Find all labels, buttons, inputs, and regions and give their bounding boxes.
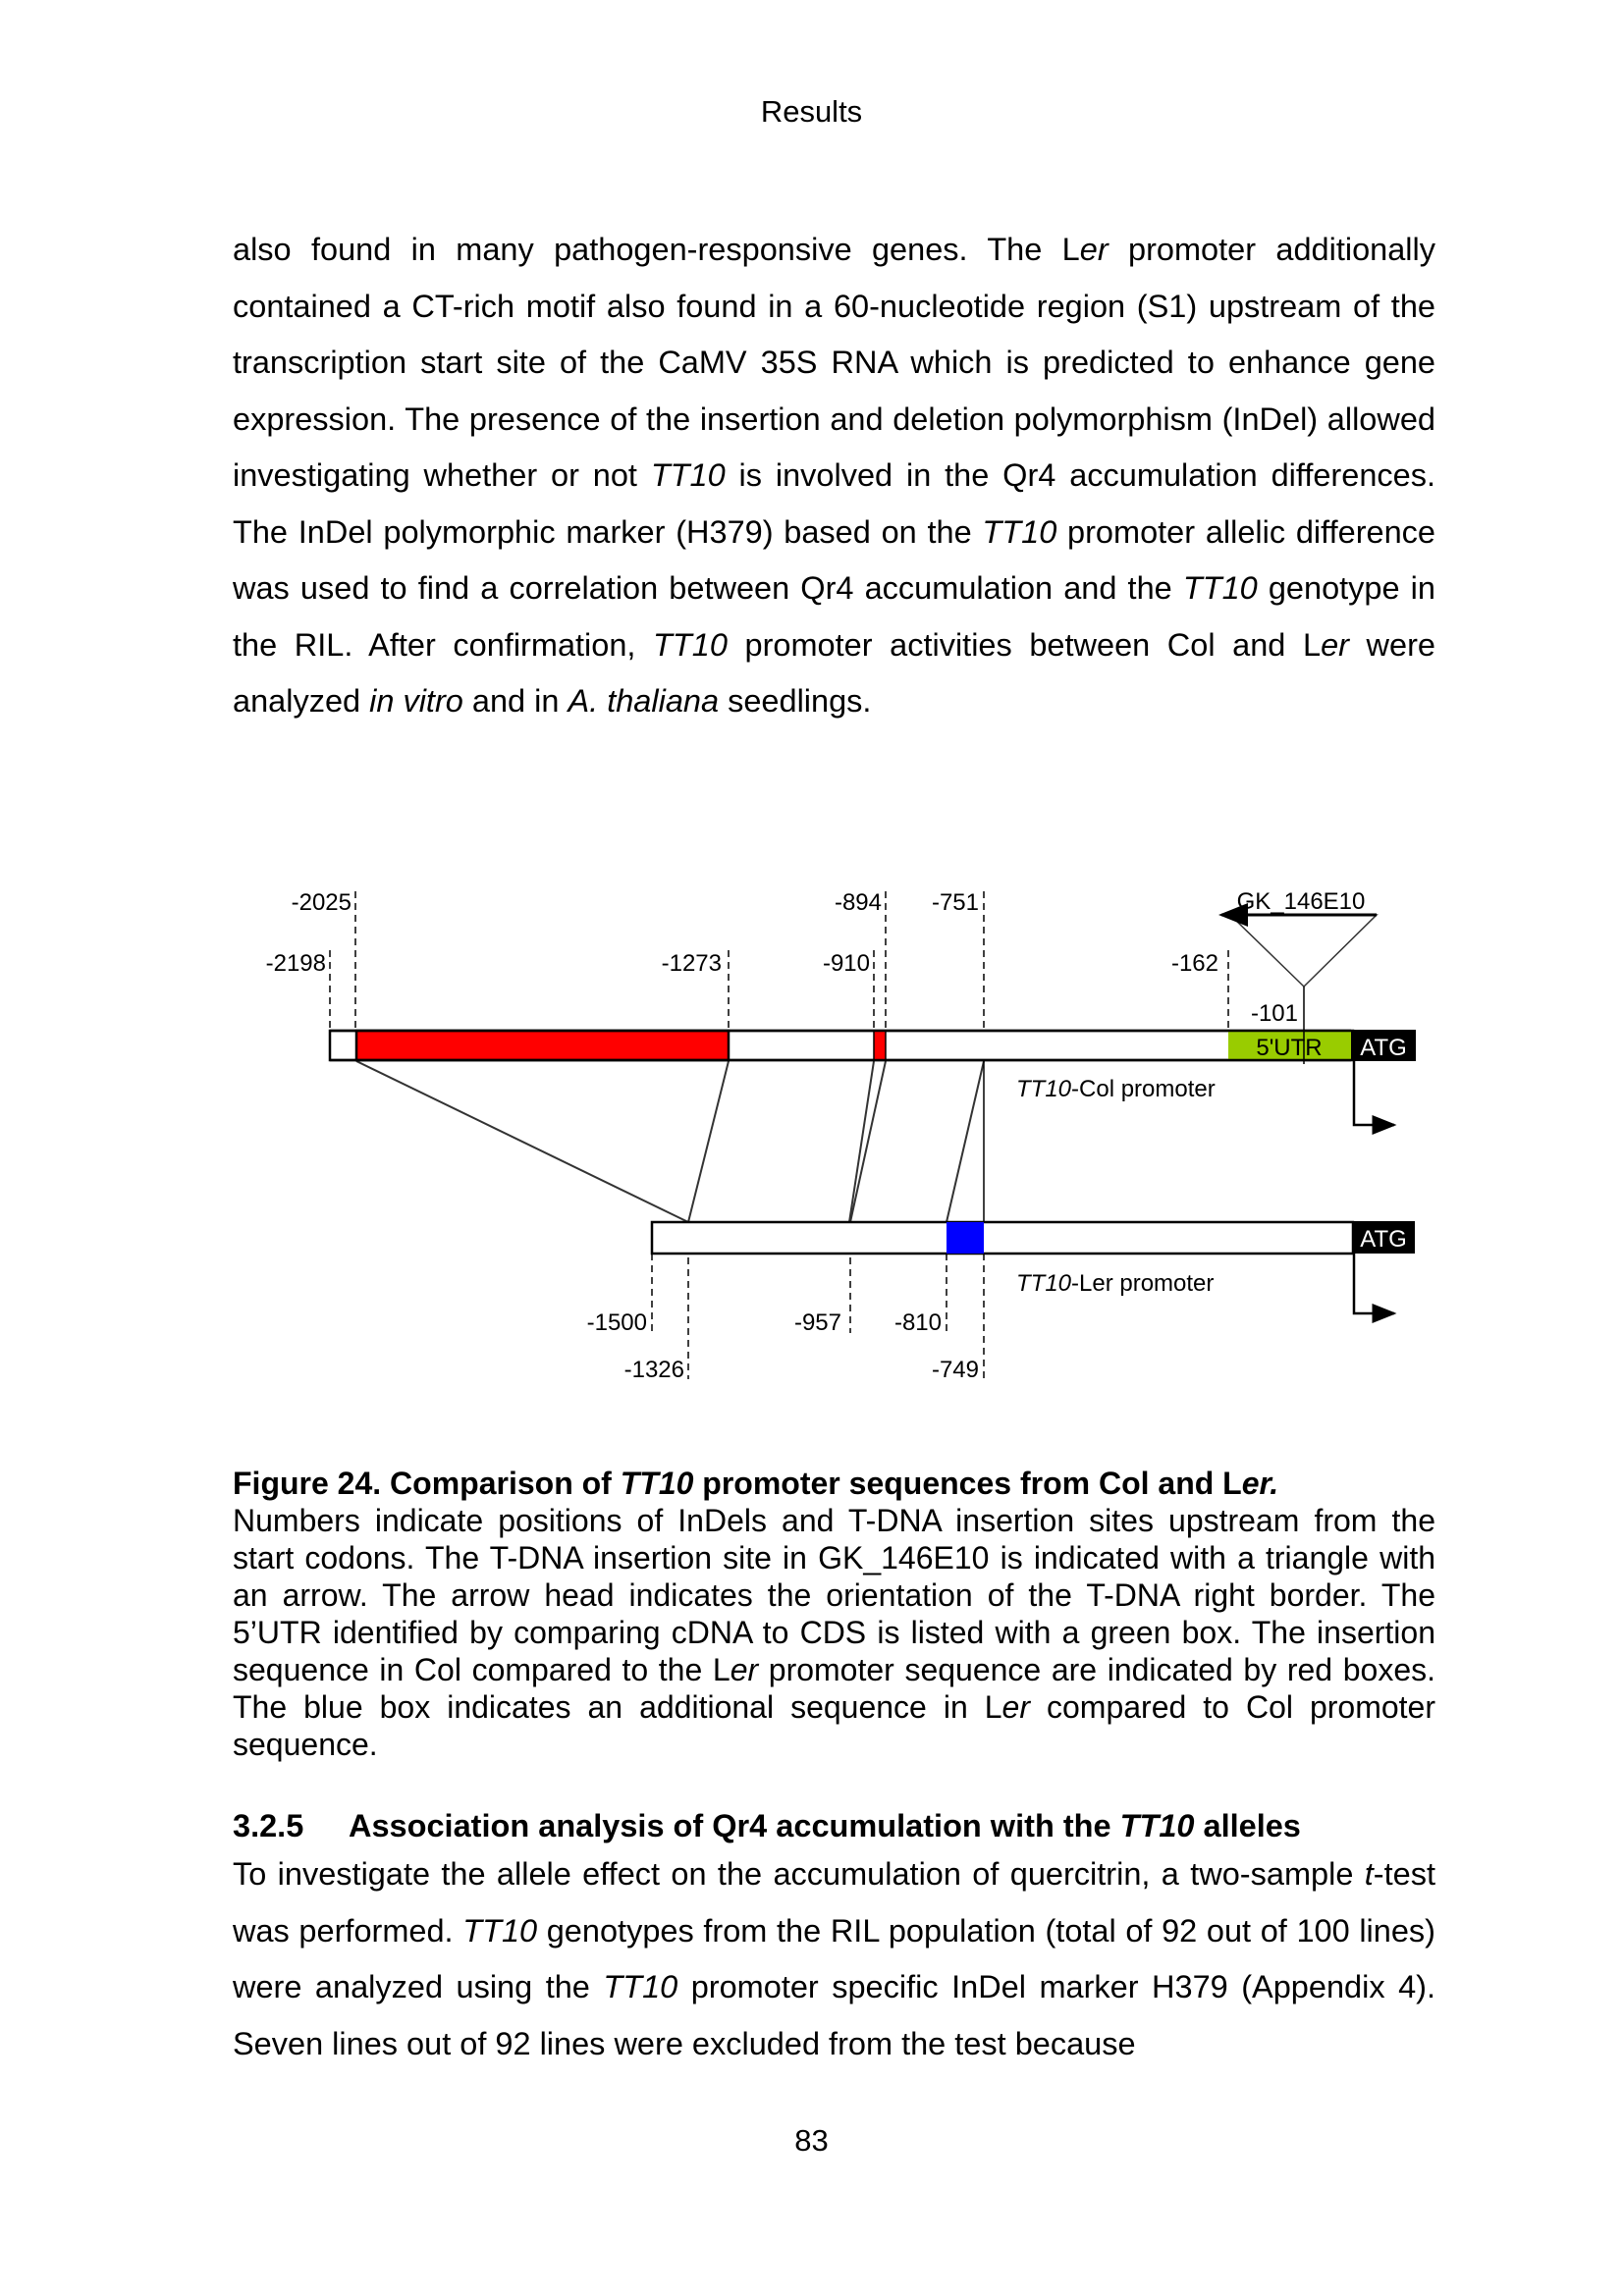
col-insertion-box-2 <box>874 1031 886 1060</box>
pos-label: -2198 <box>265 950 326 977</box>
text-run: Association analysis of Qr4 accumulation with the <box>349 1808 1120 1843</box>
italic-run: er. <box>1241 1466 1279 1501</box>
italic-run: TT10 <box>650 457 726 493</box>
connector-910-to-957 <box>849 1061 874 1222</box>
ler-bar-outline <box>652 1222 1353 1254</box>
running-header: Results <box>760 94 863 129</box>
caption-body <box>233 1503 1435 1762</box>
text-run: promoter sequences from Col and L <box>693 1466 1242 1501</box>
italic-run: TT10 <box>1119 1808 1195 1843</box>
section-number: 3.2.5 <box>233 1808 304 1843</box>
text-run: genotype in the RIL. After confirmation, <box>233 570 1435 663</box>
pos-label: -1273 <box>661 950 722 977</box>
text-run: alleles <box>1194 1808 1301 1843</box>
connector-751-to-810 <box>947 1061 984 1222</box>
position-guides <box>330 891 1228 1379</box>
text-run: Numbers indicate positions of InDels and T-DNA insertion sites upstream from the start codons. The T-DNA insertion site in GK_146E10 is indicated with a triangle with an arrow. The arrow head indicates the orientation of the T-DNA right border. The 5’UTR identified by comparing cDNA to CDS is listed with a green box. The insertion sequence in Col compared to the L <box>233 1503 1435 1687</box>
text-run: also found in many pathogen-responsive genes. The L <box>233 232 1080 267</box>
col-transcription-arrow <box>1354 1061 1394 1125</box>
page-number: 83 <box>794 2123 829 2158</box>
position-labels <box>266 889 1298 1383</box>
connector-1273-to-1326 <box>688 1061 729 1222</box>
italic-run: TT10 <box>1182 570 1258 606</box>
italic-run: er <box>1079 232 1109 267</box>
text-run: promoter allelic difference was used to find a correlation between Qr4 accumulation and the <box>233 513 1435 606</box>
text-run: genotypes from the RIL population (total of 92 out of 100 lines) were analyzed using the <box>233 1912 1435 2004</box>
pos-label: -749 <box>931 1357 979 1383</box>
pos-label: -910 <box>822 950 870 977</box>
pos-label: -751 <box>931 889 979 916</box>
text-run: seedlings. <box>719 683 872 719</box>
tdna-triangle <box>1230 915 1377 987</box>
connector-2025-to-1326 <box>356 1061 688 1222</box>
pos-label: -2025 <box>291 889 352 916</box>
connector-894-to-957 <box>850 1061 886 1222</box>
text-run: promoter specific InDel marker H379 (Appendix 4). Seven lines out of 92 lines were excluded from the test because <box>233 1969 1435 2061</box>
tdna-label: GK_146E10 <box>1236 888 1366 915</box>
figure-caption <box>233 1465 1435 1763</box>
italic-run: TT10 <box>653 626 728 663</box>
col-insertion-box-1 <box>356 1031 729 1060</box>
paragraph-association <box>233 1846 1435 2072</box>
pos-label: -1326 <box>623 1357 684 1383</box>
text-run: and in <box>462 683 568 719</box>
ler-promoter-label: TT10-Ler promoter <box>1016 1270 1215 1297</box>
text-run: promoter additionally contained a CT-rich motif also found in a 60-nucleotide region (S1) upstream of the transcription start site of the CaMV 35S RNA which is predicted to enhance gene expression. The presence of the insertion and deletion polymorphism (InDel) allowed investigating whether or not <box>233 232 1436 493</box>
text-run: promoter activities between Col and L <box>727 626 1322 663</box>
italic-run: t <box>1364 1856 1374 1892</box>
col-promoter-bar <box>330 1030 1416 1125</box>
italic-run: TT10 <box>603 1969 678 2004</box>
italic-run: A. thaliana <box>568 683 720 719</box>
col-5utr-label: 5'UTR <box>1256 1035 1323 1061</box>
pos-label: -162 <box>1170 950 1218 977</box>
italic-run: TT10 <box>982 513 1057 550</box>
italic-run: TT10 <box>462 1912 538 1949</box>
text-run: promoter sequence are indicated by red boxes. The blue box indicates an additional sequence in L <box>233 1652 1436 1725</box>
ler-atg-label: ATG <box>1360 1226 1407 1253</box>
pos-label: -810 <box>893 1309 942 1336</box>
text-run: To investigate the allele effect on the accumulation of quercitrin, a two-sample <box>233 1856 1365 1892</box>
section-heading <box>233 1808 1435 1844</box>
ler-promoter-bar <box>652 1221 1415 1313</box>
ler-transcription-arrow <box>1354 1254 1394 1313</box>
text-run: were analyzed <box>233 626 1436 719</box>
pos-label: -894 <box>834 889 882 916</box>
italic-run: er <box>1001 1689 1030 1725</box>
pos-label: -1500 <box>586 1309 647 1336</box>
italic-run: er <box>1321 626 1349 663</box>
italic-run: TT10 <box>620 1466 694 1501</box>
alignment-connectors <box>356 1061 984 1222</box>
caption-title <box>233 1465 1435 1502</box>
col-promoter-label: TT10-Col promoter <box>1016 1076 1216 1102</box>
text-run: -test was performed. <box>233 1856 1435 1949</box>
text-run: is involved in the Qr4 accumulation differences. The InDel polymorphic marker (H379) based on the <box>233 457 1435 550</box>
pos-label: -101 <box>1250 1000 1298 1027</box>
ler-insertion-box <box>947 1222 984 1254</box>
pos-label: -957 <box>793 1309 841 1336</box>
italic-run: er <box>730 1652 759 1687</box>
italic-run: in vitro <box>369 683 463 719</box>
section-title <box>349 1808 1301 1843</box>
col-atg-label: ATG <box>1360 1035 1407 1061</box>
text-run: compared to Col promoter sequence. <box>233 1689 1436 1762</box>
text-run: Figure 24. Comparison of <box>233 1466 621 1501</box>
